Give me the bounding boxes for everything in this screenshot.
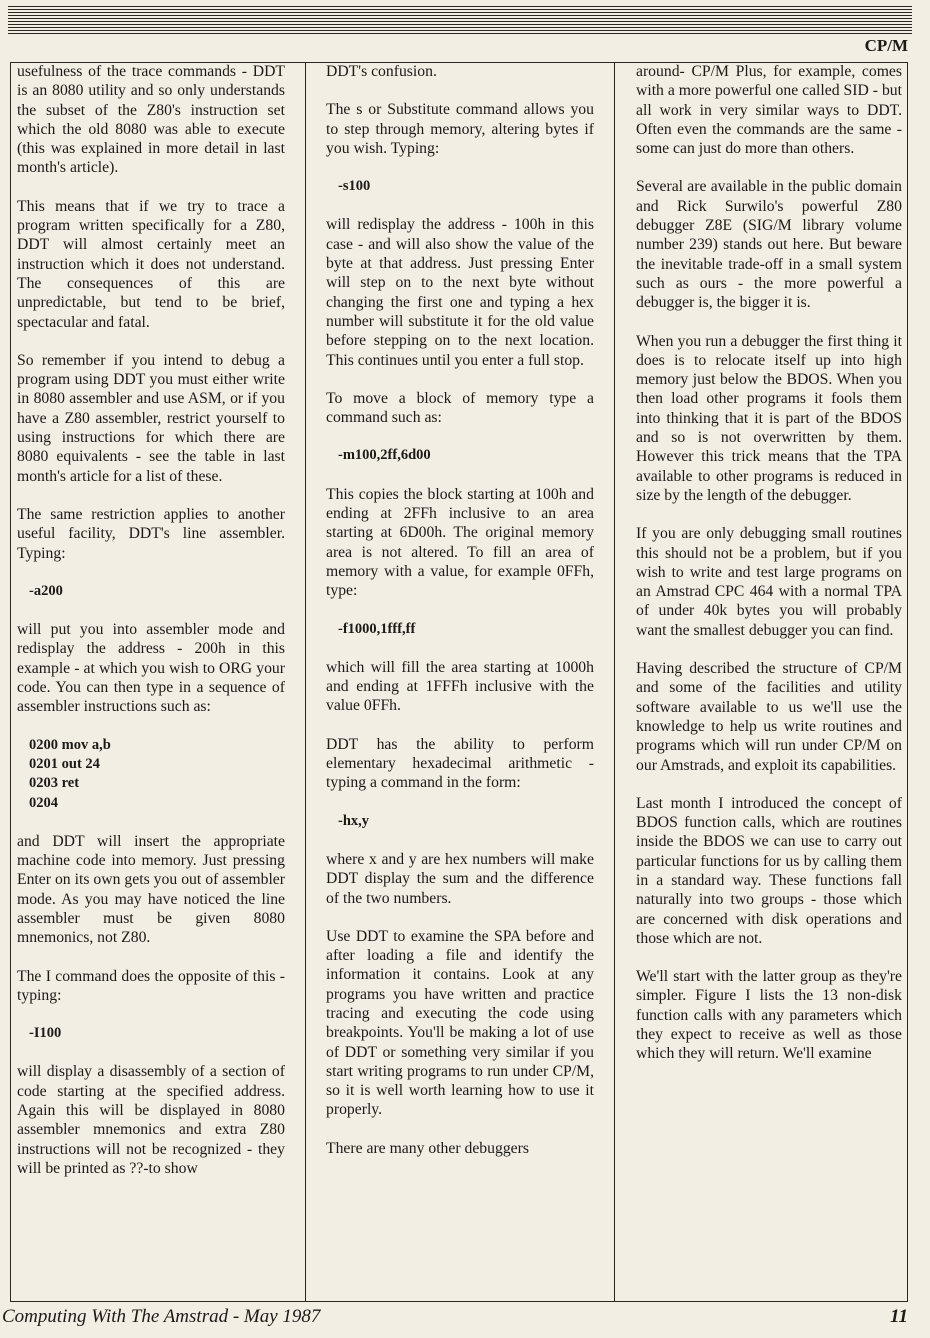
paragraph: Use DDT to examine the SPA before and after loading a file and identify the information it contains. Look at any programs you have written and practice tracing and executing the code using breakpoints. You'll be making a lot of use of DDT or something very similar if you start writing programs to run under CP/M, so it is well worth learning how to use it properly. [326,927,594,1119]
paragraph: will redisplay the address - 100h in this case - and will also show the value of the byte at that address. Just pressing Enter will step on to the next byte without changing the first one and typing a hex number will substitute it for the old value before stepping on to the next location. This continues until you enter a full stop. [326,216,594,369]
paragraph: which will fill the area starting at 1000h and ending at 1FFFh inclusive with the value 0FFh. [326,658,594,715]
code-example: -I100 [29,1025,62,1042]
code-line: 0201 out 24 [29,755,100,772]
paragraph: will display a disassembly of a section of code starting at the specified address. Again this will be displayed in 8080 assembler mnemonics and extra Z80 instructions will not be recognized - they will be printed as ??-to show [17,1063,285,1177]
paragraph: Having described the structure of CP/M and some of the facilities and utility software available to us we'll use the knowledge to help us write routines and programs which will run under CP/M on our Amstrads, and exploit its capabilities. [636,660,902,774]
paragraph: Several are available in the public domain and Rick Surwilo's powerful Z80 debugger Z8E (SIG/M library volume number 239) stands out here. But beware the inevitable trade-off in a small system such as ours - the more powerful a debugger is, the bigger it is. [636,178,902,312]
paragraph: DDT's confusion. [326,63,437,80]
paragraph: This copies the block starting at 100h and ending at 2FFh inclusive to an area starting at 6D00h. The original memory area is not altered. To fill an area of memory with a value, for example 0FFh, type: [326,485,594,600]
paragraph: To move a block of memory type a command such as: [326,389,594,427]
paragraph: We'll start with the latter group as they're simpler. Figure I lists the 13 non-disk function calls with any parameters which they expect to receive as well as those which they will return. We'll examine [636,968,902,1063]
paragraph: The same restriction applies to another useful facility, DDT's line assembler. Typing: [17,505,285,562]
paragraph: The s or Substitute command allows you to step through memory, altering bytes if you wish. Typing: [326,101,594,157]
column-2 [326,62,594,1302]
paragraph: and DDT will insert the appropriate machine code into memory. Just pressing Enter on its own gets you out of assembler mode. As you may have noticed the line assembler must be given 8080 mnemonics, not Z80. [17,832,285,947]
header-rule-bars [8,6,912,34]
paragraph: The I command does the opposite of this - typing: [17,967,285,1004]
paragraph: There are many other debuggers [326,1139,529,1157]
paragraph: If you are only debugging small routines this should not be a problem, but if you wish to write and test large programs on an Amstrad CPC 464 with a normal TPA of under 40k bytes you will probably want the smallest debugger you can find. [636,525,902,639]
code-example: -f1000,1fff,ff [338,620,416,637]
column-divider [614,62,615,1302]
code-example: -a200 [29,582,63,599]
paragraph: will put you into assembler mode and redisplay the address - 200h in this example - at which you wish to ORG your code. You can then type in a sequence of assembler instructions such as: [17,621,285,716]
page-number: 11 [890,1306,908,1327]
code-example: -s100 [338,178,371,195]
column-divider [305,62,306,1302]
paragraph: So remember if you intend to debug a program using DDT you must either write in 8080 assembler and use ASM, or if you have a Z80 assembler, restrict yourself to using instructions for which there are 8080 equivalents - see the table in last month's article for a list of these. [17,351,285,485]
code-line: 0203 ret [29,775,80,792]
code-line: 0204 [29,794,58,811]
footer-publication: Computing With The Amstrad - May 1987 [2,1306,321,1327]
paragraph: When you run a debugger the first thing it does is to relocate itself up into high memory just below the BDOS. When you then load other programs it fools them into thinking that it is part of the BDOS and so is not overwritten by them. However this trick means that the TPA available to other programs is reduced in size by the length of the debugger. [636,332,902,504]
code-example: -hx,y [338,812,370,829]
code-line: 0200 mov a,b [29,736,111,753]
section-label: CP/M [864,36,908,55]
paragraph: DDT has the ability to perform elementary hexadecimal arithmetic - typing a command in the form: [326,735,594,792]
paragraph: around- CP/M Plus, for example, comes with a more powerful one called SID - but all work in very similar ways to DDT. Often even the commands are the same - some can just do more than others. [636,63,902,158]
code-example: -m100,2ff,6d00 [338,447,431,464]
paragraph: where x and y are hex numbers will make DDT display the sum and the difference of the two numbers. [326,850,594,907]
column-1 [17,62,285,1302]
paragraph: Last month I introduced the concept of BDOS function calls, which are routines inside the BDOS we can use to carry out particular functions for us by calling them in a standard way. These functions fall naturally into two groups - those which are concerned with disk operations and those which are not. [636,794,902,947]
column-3 [636,62,902,1302]
code-block [29,736,285,813]
paragraph: usefulness of the trace commands - DDT is an 8080 utility and so only understands the subset of the Z80's instruction set which the old 8080 was able to execute (this was explained in more detail in last month's article). [17,63,285,177]
paragraph: This means that if we try to trace a program written specifically for a Z80, DDT will almost certainly meet an instruction which it does not understand. The consequences of this are unpredictable, but tend to be brief, spectacular and fatal. [17,197,285,331]
